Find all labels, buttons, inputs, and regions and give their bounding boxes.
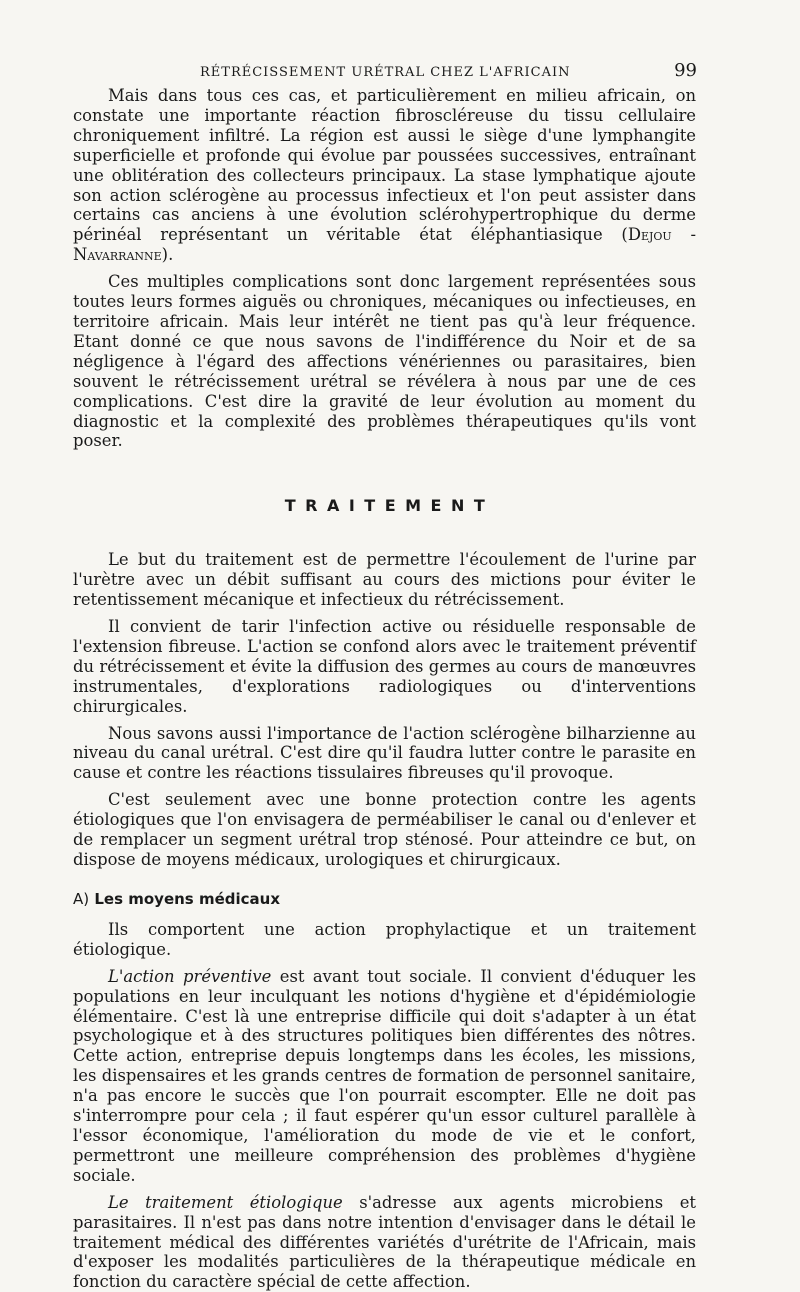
- running-header-title: RÉTRÉCISSEMENT URÉTRAL CHEZ L'AFRICAIN: [200, 65, 571, 80]
- paragraph: Le but du traitement est de permettre l'écoulement de l'urine par l'urètre avec un débit suffisant au cours des mictions pour éviter le retentissement mécanique et infectieux du rétrécissement.: [73, 550, 696, 610]
- subheading-title: Les moyens médicaux: [94, 889, 281, 908]
- moyens-medicaux-section: [73, 920, 696, 1292]
- paragraph: Ils comportent une action prophylactique et un traitement étiologique.: [73, 919, 696, 959]
- intro-section: [73, 86, 696, 451]
- italic-lead: Le traitement étiologique: [108, 1192, 343, 1212]
- author-citation: Dejou - Navarranne: [73, 225, 696, 265]
- running-header: [73, 0, 696, 86]
- paragraph: Il convient de tarir l'infection active ou résiduelle responsable de l'extension fibreuse. L'action se confond alors avec le traitement préventif du rétrécissement et évite la diffusion des germes au cours de manœuvres instrumentales, d'explorations radiologiques ou d'interventions chirurgicales.: [73, 617, 696, 716]
- paragraph: C'est seulement avec une bonne protection contre les agents étiologiques que l'on envisagera de perméabiliser le canal ou d'enlever et de remplacer un segment urétral trop sténosé. Pour atteindre ce but, on dispose de moyens médicaux, urologiques et chirurgicaux.: [73, 790, 696, 869]
- section-title-traitement: TRAITEMENT: [284, 496, 495, 516]
- paragraph: Le traitement étiologique s'adresse aux agents microbiens et parasitaires. Il n'est pas dans notre intention d'envisager dans le détail le traitement médical des différentes variétés d'urétrite de l'Africain, mais d'exposer les modalités particulières de la thérapeutique médicale en fonction du caractère spécial de cette affection.: [73, 1192, 696, 1292]
- traitement-section: [73, 550, 696, 870]
- page-number: 99: [674, 60, 697, 81]
- paragraph: L'action préventive est avant tout sociale. Il convient d'éduquer les populations en leur inculquant les notions d'hygiène et d'épidémiologie élémentaire. C'est là une entreprise difficile qui doit s'adapter à un état psychologique et à des structures politiques bien différentes des nôtres. Cette action, entreprise depuis longtemps dans les écoles, les missions, les dispensaires et les grands centres de formation de personnel sanitaire, n'a pas encore le succès que l'on pourrait escompter. Elle ne doit pas s'interrompre pour cela ; il faut espérer qu'un essor culturel parallèle à l'essor économique, l'amélioration du mode de vie et le confort, permettront une meilleure compréhension des problèmes d'hygiène sociale.: [73, 966, 696, 1185]
- italic-lead: L'action préventive: [108, 966, 272, 986]
- paragraph: Nous savons aussi l'importance de l'action sclérogène bilharzienne au niveau du canal urétral. C'est dire qu'il faudra lutter contre le parasite en cause et contre les réactions tissulaires fibreuses qu'il provoque.: [73, 723, 696, 783]
- subheading-moyens-medicaux: [73, 890, 696, 908]
- paragraph: Ces multiples complications sont donc largement représentées sous toutes leurs formes aiguës ou chroniques, mécaniques ou infectieuses, en territoire africain. Mais leur intérêt ne tient pas qu'à leur fréquence. Etant donné ce que nous savons de l'indifférence du Noir et de sa négligence à l'égard des affections vénériennes ou parasitaires, bien souvent le rétrécissement urétral se révélera à nous par une de ces complications. C'est dire la gravité de leur évolution au moment du diagnostic et la complexité des problèmes thérapeutiques qu'ils vont poser.: [73, 272, 696, 451]
- subheading-prefix: A): [73, 889, 90, 908]
- paragraph: Mais dans tous ces cas, et particulièrement en milieu africain, on constate une importante réaction fibroscléreuse du tissu cellulaire chroniquement infiltré. La région est aussi le siège d'une lymphangite superficielle et profonde qui évolue par poussées successives, entraînant une oblitération des collecteurs principaux. La stase lymphatique ajoute son action sclérogène au processus infectieux et l'on peut assister dans certains cas anciens à une évolution sclérohypertrophique du derme périnéal représentant un véritable état éléphantiasique (Dejou - Navarranne).: [73, 86, 696, 265]
